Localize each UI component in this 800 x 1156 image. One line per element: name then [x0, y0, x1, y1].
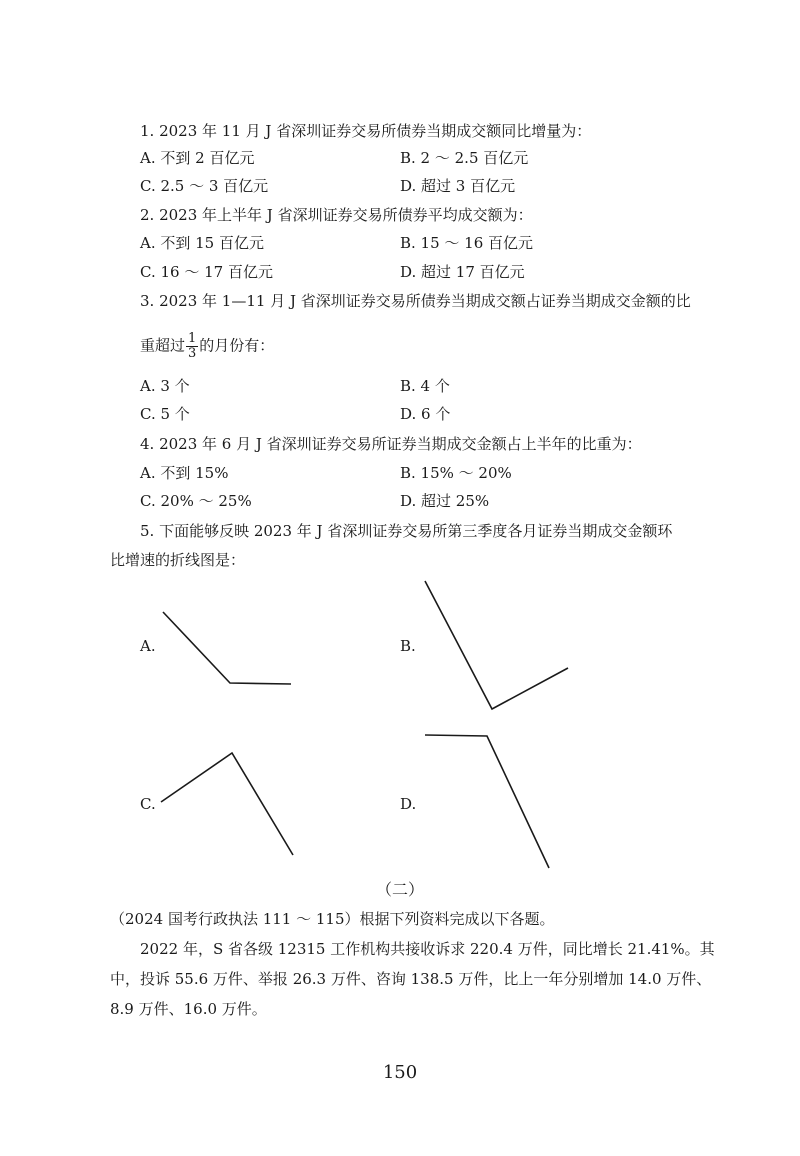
question-2-stem: 2. 2023 年上半年 J 省深圳证券交易所债券平均成交额为： [140, 206, 533, 224]
question-3-option-d[interactable]: D. 6 个 [400, 405, 451, 423]
question-4-option-b[interactable]: B. 15% ～ 20% [400, 464, 512, 482]
question-3-option-a[interactable]: A. 3 个 [140, 377, 190, 395]
section-intro: （2024 国考行政执法 111 ～ 115）根据下列资料完成以下各题。 [110, 910, 555, 928]
question-4-option-c[interactable]: C. 20% ～ 25% [140, 492, 252, 510]
graph-option-b-label[interactable]: B. [400, 637, 416, 655]
question-3-option-b[interactable]: B. 4 个 [400, 377, 450, 395]
question-1-option-d[interactable]: D. 超过 3 百亿元 [400, 177, 516, 195]
question-2-option-c[interactable]: C. 16 ～ 17 百亿元 [140, 263, 273, 281]
paragraph-line-3: 8.9 万件、16.0 万件。 [110, 1000, 267, 1018]
question-2-option-d[interactable]: D. 超过 17 百亿元 [400, 263, 525, 281]
question-4-stem: 4. 2023 年 6 月 J 省深圳证券交易所证券当期成交金额占上半年的比重为： [140, 435, 642, 453]
section-title: （二） [375, 880, 424, 899]
paragraph-line-1: 2022 年，S 省各级 12315 工作机构共接收诉求 220.4 万件，同比增长 21.41%。其 [140, 940, 715, 958]
question-1-option-c[interactable]: C. 2.5 ～ 3 百亿元 [140, 177, 269, 195]
question-3-stem-pre: 重超过 [140, 336, 186, 355]
page-number: 150 [382, 1062, 418, 1083]
graph-option-a-label[interactable]: A. [140, 637, 156, 655]
question-3-stem-post: 的月份有： [199, 336, 275, 355]
fraction-denominator: 3 [188, 346, 197, 361]
question-2-option-b[interactable]: B. 15 ～ 16 百亿元 [400, 234, 534, 252]
fraction-numerator: 1 [188, 331, 197, 346]
question-5-stem: 5. 下面能够反映 2023 年 J 省深圳证券交易所第三季度各月证券当期成交金额环 [140, 522, 673, 540]
graph-c-line[interactable] [161, 753, 293, 855]
question-5-stem-continued: 比增速的折线图是： [110, 551, 246, 569]
question-1-stem: 1. 2023 年 11 月 J 省深圳证券交易所债券当期成交额同比增量为： [140, 122, 592, 140]
question-3-option-c[interactable]: C. 5 个 [140, 405, 190, 423]
question-1-option-a[interactable]: A. 不到 2 百亿元 [140, 149, 255, 167]
question-1-option-b[interactable]: B. 2 ～ 2.5 百亿元 [400, 149, 529, 167]
graph-d-line[interactable] [425, 735, 549, 868]
question-4-option-d[interactable]: D. 超过 25% [400, 492, 490, 510]
question-4-option-a[interactable]: A. 不到 15% [140, 464, 229, 482]
question-3-stem: 3. 2023 年 1—11 月 J 省深圳证券交易所债券当期成交额占证券当期成交金额的比 [140, 292, 691, 310]
paragraph-line-2: 中，投诉 55.6 万件、举报 26.3 万件、咨询 138.5 万件，比上一年分别增加 14.0 万件、 [110, 970, 712, 988]
graph-option-d-label[interactable]: D. [400, 795, 417, 813]
graph-option-c-label[interactable]: C. [140, 795, 156, 813]
question-2-option-a[interactable]: A. 不到 15 百亿元 [140, 234, 264, 252]
graph-a-line[interactable] [163, 612, 291, 684]
graph-b-line[interactable] [425, 581, 568, 709]
